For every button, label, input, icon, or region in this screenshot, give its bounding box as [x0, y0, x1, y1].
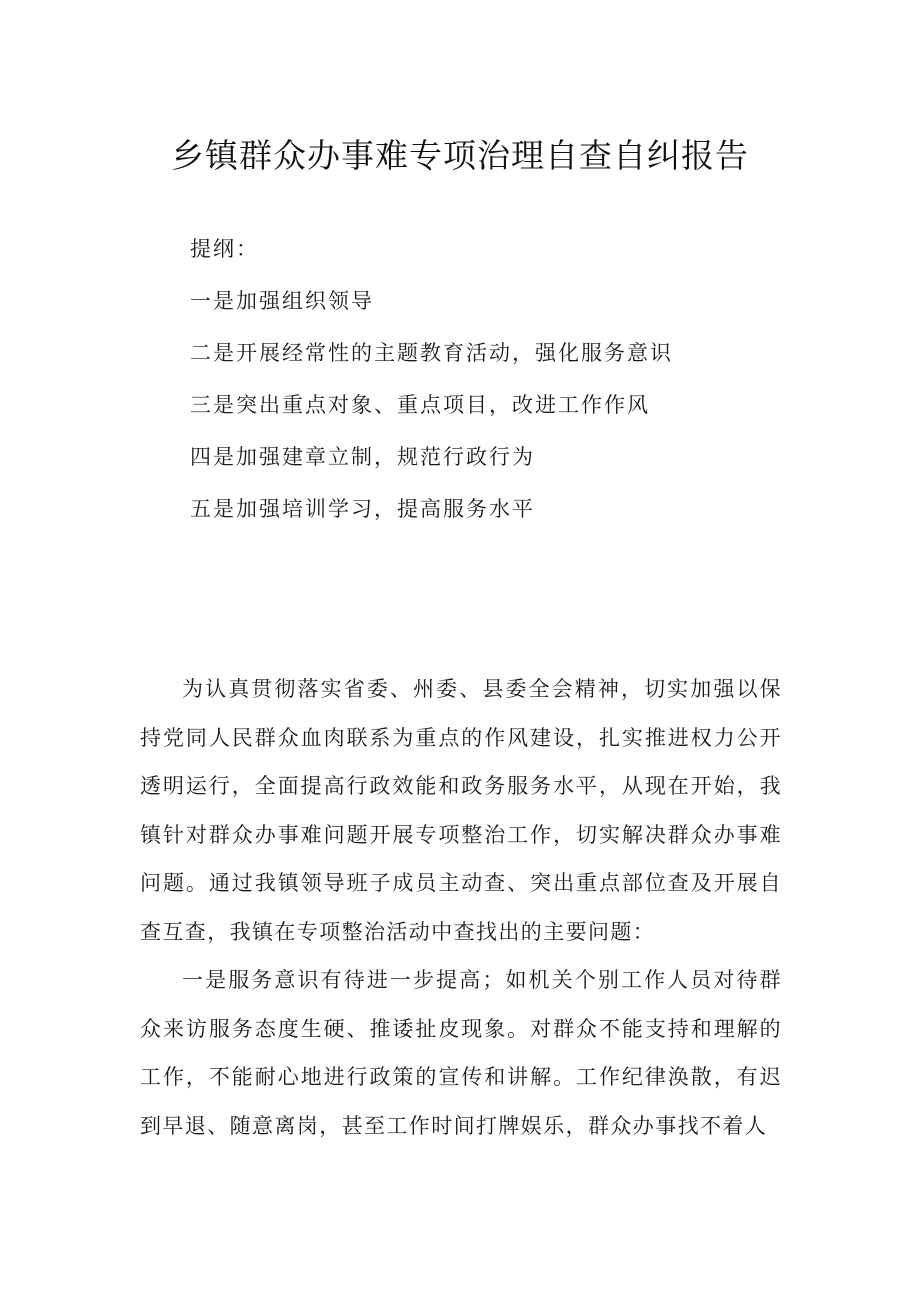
outline-item: 一是加强组织领导 — [190, 289, 374, 313]
outline-item: 三是突出重点对象、重点项目，改进工作作风 — [190, 393, 650, 417]
outline-heading: 提纲： — [190, 237, 259, 261]
outline-item: 五是加强培训学习，提高服务水平 — [190, 497, 535, 521]
outline-section — [190, 223, 810, 535]
outline-item: 二是开展经常性的主题教育活动，强化服务意识 — [190, 341, 673, 365]
outline-item: 四是加强建章立制，规范行政行为 — [190, 445, 535, 469]
body-paragraph: 为认真贯彻落实省委、州委、县委全会精神，切实加强以保持党同人民群众血肉联系为重点的作风建设，扎实推进权力公开透明运行，全面提高行政效能和政务服务水平，从现在开始，我镇针对群众办事难问题开展专项整治工作，切实解决群众办事难问题。通过我镇领导班子成员主动查、突出重点部位查及开展自查互查，我镇在专项整治活动中查找出的主要问题： — [140, 677, 782, 944]
body-text — [140, 665, 782, 1150]
document-title: 乡镇群众办事难专项治理自查自纠报告 — [171, 136, 749, 175]
body-paragraph: 一是服务意识有待进一步提高；如机关个别工作人员对待群众来访服务态度生硬、推诿扯皮现象。对群众不能支持和理解的工作，不能耐心地进行政策的宣传和讲解。工作纪律涣散，有迟到早退、随意离岗，甚至工作时间打牌娱乐，群众办事找不着人 — [140, 968, 782, 1138]
